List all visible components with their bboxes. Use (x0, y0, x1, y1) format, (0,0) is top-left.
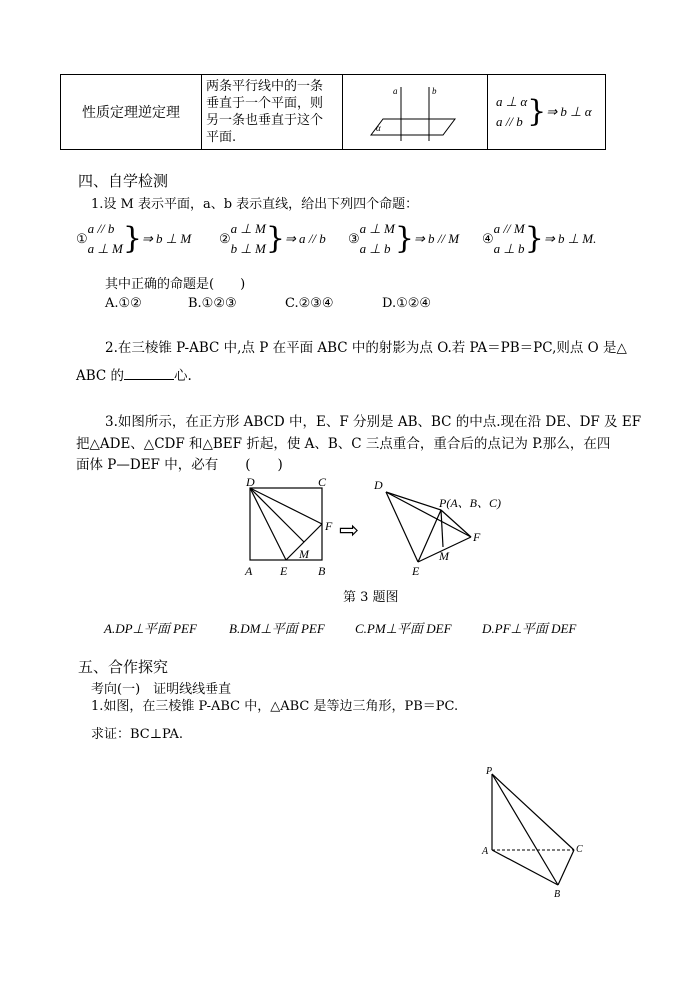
condition-line: a // b (87, 221, 115, 236)
brace-icon: } (524, 221, 544, 256)
q2-line2-post: 心. (174, 368, 192, 384)
prop-4 (482, 219, 596, 259)
q1-option-a: A.①② (105, 296, 142, 311)
conditions (496, 92, 527, 132)
s5-prove: 求证：BC⊥PA. (91, 727, 184, 742)
label-A: A (482, 846, 489, 857)
label-B: B (554, 889, 561, 900)
label-F: F (473, 530, 481, 544)
prop-2 (219, 219, 326, 259)
condition-line: a ⊥ b (359, 241, 391, 256)
prop-result: ⇒ b // M (413, 231, 460, 246)
desc-line: 平面. (206, 130, 237, 145)
theorem-symbolic-cell (488, 75, 606, 150)
table-row (61, 75, 606, 150)
label-M: M (439, 549, 449, 563)
s5-q1: 1.如图，在三棱锥 P-ABC 中，△ABC 是等边三角形，PB＝PC. (91, 699, 459, 714)
label-P: P (486, 766, 493, 777)
theorem-desc (202, 77, 342, 147)
condition-line: a ⊥ α (496, 94, 528, 109)
q1-option-b: B.①②③ (188, 296, 237, 311)
q1-option-d: D.①②④ (382, 296, 432, 311)
prop-result: ⇒ b ⊥ M. (543, 231, 597, 246)
theorem-desc-cell (202, 75, 343, 150)
condition-line: a ⊥ M (359, 221, 395, 236)
q3-line1: 3.如图所示，在正方形 ABCD 中，E、F 分别是 AB、BC 的中点.现在沿 DE、DF 及 EF (105, 414, 642, 430)
condition-line: a // b (496, 114, 523, 129)
prop-conditions (88, 219, 123, 259)
label-C: C (576, 844, 583, 855)
theorem-name-cell (61, 75, 202, 150)
section5-sub: 考向(一) 证明线线垂直 (91, 682, 232, 697)
label-A: A (245, 564, 253, 578)
prop-3 (348, 219, 459, 259)
prop-1 (76, 219, 191, 259)
plane-two-lines-figure (343, 75, 487, 149)
prop-conditions (360, 219, 395, 259)
prop-result: ⇒ b ⊥ M (141, 231, 192, 246)
arrow-right-icon: ⇨ (339, 516, 360, 544)
label-M: M (299, 547, 309, 561)
label-P: P(A、B、C) (439, 496, 501, 510)
prop-conditions (231, 219, 266, 259)
condition-line: a ⊥ M (230, 221, 266, 236)
answer-blank (124, 367, 174, 380)
q3-line2: 把△ADE、△CDF 和△BEF 折起，使 A、B、C 三点重合，重合后的点记为 P.那么，在四 (76, 436, 611, 452)
label-E: E (412, 564, 420, 578)
q3-option-c: C.PM⊥平面 DEF (355, 621, 452, 636)
brace-icon: } (265, 221, 285, 256)
q2-line1: 2.在三棱锥 P-ABC 中,点 P 在平面 ABC 中的射影为点 O.若 PA＝PB＝PC,则点 O 是△ (105, 340, 627, 356)
q3-option-a: A.DP⊥平面 PEF (104, 621, 197, 636)
desc-line: 垂直于一个平面，则 (206, 96, 324, 111)
q3-option-d: D.PF⊥平面 DEF (482, 621, 577, 636)
prop-conditions (494, 219, 525, 259)
condition-line: a ⊥ b (493, 241, 525, 256)
q3-line3: 面体 P—DEF 中，必有 ( ) (76, 457, 283, 473)
brace-icon: } (122, 221, 142, 256)
label-a: a (393, 86, 398, 96)
theorem-name: 性质定理逆定理 (82, 105, 180, 121)
condition-line: a // M (493, 221, 525, 236)
prop-num: ① (76, 231, 88, 247)
q3-caption: 第 3 题图 (343, 590, 399, 605)
label-B: B (318, 564, 326, 578)
label-D: D (246, 475, 255, 489)
prop-num: ③ (348, 231, 360, 247)
desc-line: 另一条也垂直于这个 (206, 113, 324, 128)
fold-square-figure (238, 474, 510, 582)
conclusion: ⇒ b ⊥ α (546, 104, 592, 119)
prop-num: ② (219, 231, 231, 247)
condition-line: b ⊥ M (230, 241, 266, 256)
condition-line: a ⊥ M (87, 241, 123, 256)
pyramid-pabc-figure (478, 762, 588, 900)
brace-icon: } (527, 94, 547, 129)
theorem-figure-cell (343, 75, 488, 150)
q1-question: 其中正确的命题是( ) (105, 277, 246, 292)
brace-icon: } (394, 221, 414, 256)
symbolic-form (488, 92, 605, 132)
square-abcd (250, 488, 322, 560)
q3-option-b: B.DM⊥平面 PEF (229, 621, 325, 636)
label-b: b (432, 86, 437, 96)
prop-result: ⇒ a // b (284, 231, 326, 246)
theorem-table (60, 74, 606, 150)
pyramid-edges (492, 774, 574, 885)
label-D: D (374, 478, 383, 492)
prop-num: ④ (482, 231, 494, 247)
section5-heading: 五、合作探究 (78, 658, 169, 676)
section4-heading: 四、自学检测 (78, 172, 169, 190)
label-E: E (280, 564, 288, 578)
label-C: C (318, 475, 327, 489)
q1-stem: 1.设 M 表示平面，a、b 表示直线，给出下列四个命题： (91, 197, 419, 212)
label-alpha: α (376, 123, 381, 133)
q2-line2-pre: ABC 的 (76, 368, 125, 384)
q2-line2 (76, 364, 192, 384)
desc-line: 两条平行线中的一条 (206, 79, 324, 94)
label-F: F (325, 519, 333, 533)
q1-option-c: C.②③④ (285, 296, 334, 311)
